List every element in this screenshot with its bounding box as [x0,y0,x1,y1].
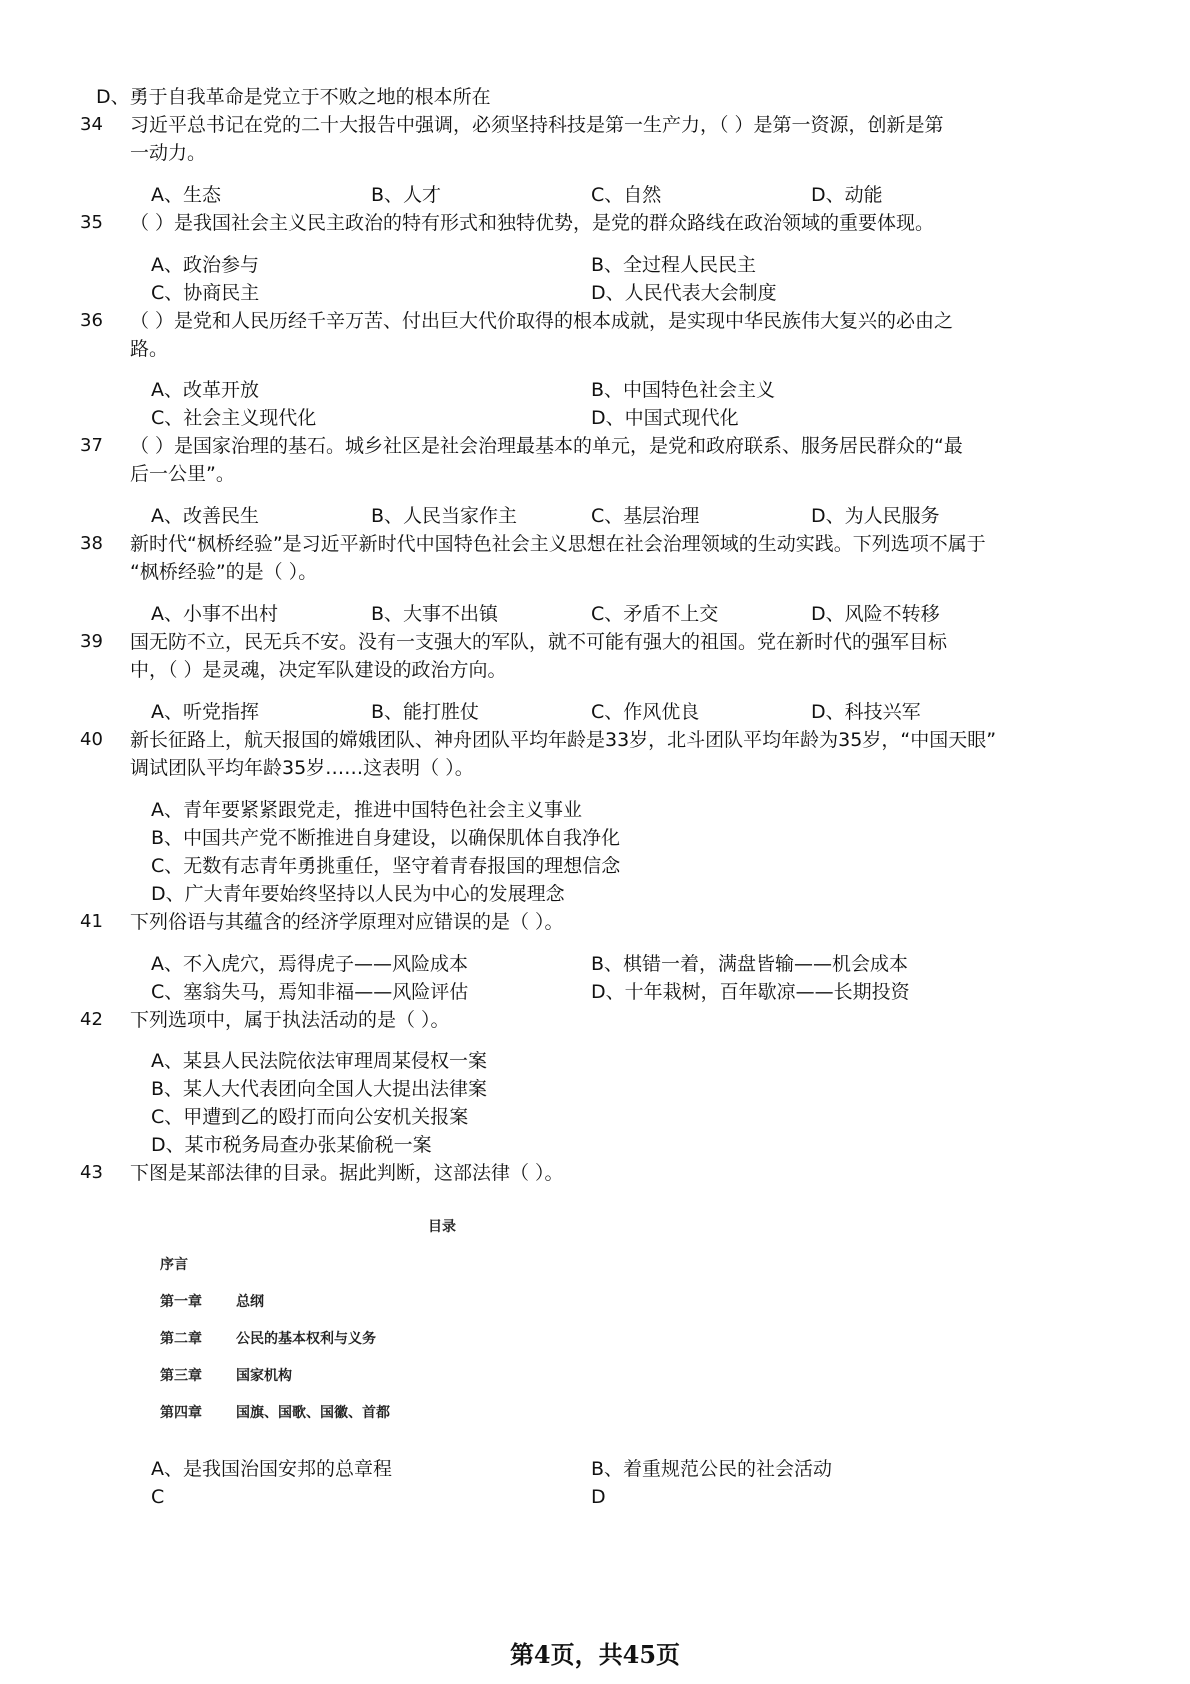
question-text: 新时代“枫桥经验”是习近平新时代中国特色社会主义思想在社会治理领域的生动实践。下列选项不属于 [130,533,986,555]
question-text: 下列俗语与其蕴含的经济学原理对应错误的是（ ）。 [130,911,564,933]
prev-question-option-d: D、勇于自我革命是党立于不败之地的根本所在 [96,86,491,108]
option-d[interactable]: D、十年栽树，百年歇凉——长期投资 [591,981,910,1003]
option-a[interactable]: A、青年要紧紧跟党走，推进中国特色社会主义事业 [151,799,582,821]
question-text: 下列选项中，属于执法活动的是（ ）。 [130,1009,450,1031]
question-text: 习近平总书记在党的二十大报告中强调，必须坚持科技是第一生产力，（ ）是第一资源，创新是第 [130,114,944,136]
question-text: 下图是某部法律的目录。据此判断，这部法律（ ）。 [130,1162,564,1184]
option-c[interactable]: C、协商民主 [151,282,260,304]
option-a[interactable]: A、改善民生 [151,505,259,527]
option-c[interactable]: C、自然 [591,184,662,206]
toc-chapter-label: 第二章 [160,1331,202,1347]
toc-chapter-name: 总纲 [236,1294,264,1310]
option-d[interactable]: D、某市税务局查办张某偷税一案 [151,1134,432,1156]
question-text: 后一公里”。 [130,463,235,485]
option-d[interactable]: D、风险不转移 [811,603,940,625]
question-number: 42 [80,1009,103,1030]
question-number: 43 [80,1162,103,1183]
option-d[interactable]: D、广大青年要始终坚持以人民为中心的发展理念 [151,883,565,905]
toc-chapter-label: 第三章 [160,1368,202,1384]
option-a[interactable]: A、生态 [151,184,221,206]
option-a[interactable]: A、某县人民法院依法审理周某侵权一案 [151,1050,487,1072]
option-d[interactable]: D、动能 [811,184,883,206]
option-b[interactable]: B、大事不出镇 [371,603,499,625]
option-c[interactable]: C、矛盾不上交 [591,603,719,625]
toc-chapter-name: 公民的基本权利与义务 [236,1331,376,1347]
option-d[interactable]: D、人民代表大会制度 [591,282,777,304]
page-footer: 第4页，共45页 [509,1640,681,1669]
option-a[interactable]: A、小事不出村 [151,603,278,625]
option-b[interactable]: B、人才 [371,184,442,206]
toc-chapter-label: 第四章 [160,1405,202,1421]
option-b[interactable]: B、人民当家作主 [371,505,518,527]
question-text: 中，（ ）是灵魂，决定军队建设的政治方向。 [130,659,507,681]
question-text: 路。 [130,338,169,360]
option-d[interactable]: D、中国式现代化 [591,407,739,429]
question-text: 调试团队平均年龄35岁……这表明（ ）。 [130,757,474,779]
option-a[interactable]: A、改革开放 [151,379,259,401]
option-b[interactable]: B、全过程人民民主 [591,254,757,276]
option-d[interactable]: D、科技兴军 [811,701,921,723]
question-number: 37 [80,435,103,456]
question-number: 34 [80,114,103,135]
option-b[interactable]: B、中国共产党不断推进自身建设，以确保肌体自我净化 [151,827,621,849]
option-a[interactable]: A、不入虎穴，焉得虎子——风险成本 [151,953,468,975]
toc-preface: 序言 [160,1257,188,1273]
option-b[interactable]: B、棋错一着，满盘皆输——机会成本 [591,953,909,975]
question-text: （ ）是我国社会主义民主政治的特有形式和独特优势，是党的群众路线在政治领域的重要体现。 [130,212,935,234]
option-b[interactable]: B、着重规范公民的社会活动 [591,1458,833,1480]
option-c[interactable]: C、塞翁失马，焉知非福——风险评估 [151,981,469,1003]
option-d[interactable]: D、为人民服务 [811,505,940,527]
toc-chapter-label: 第一章 [160,1294,202,1310]
toc-chapter-name: 国旗、国歌、国徽、首都 [236,1405,390,1421]
option-c[interactable]: C、无数有志青年勇挑重任，坚守着青春报国的理想信念 [151,855,621,877]
question-text: 国无防不立，民无兵不安。没有一支强大的军队，就不可能有强大的祖国。党在新时代的强军目标 [130,631,948,653]
option-c[interactable]: C [151,1486,165,1508]
option-a[interactable]: A、听党指挥 [151,701,259,723]
question-number: 36 [80,310,103,331]
option-c[interactable]: C、甲遭到乙的殴打而向公安机关报案 [151,1106,469,1128]
option-c[interactable]: C、作风优良 [591,701,700,723]
option-c[interactable]: C、基层治理 [591,505,700,527]
question-number: 41 [80,911,103,932]
option-b[interactable]: B、中国特色社会主义 [591,379,776,401]
toc-chapter-name: 国家机构 [236,1368,292,1384]
option-b[interactable]: B、能打胜仗 [371,701,480,723]
question-text: （ ）是国家治理的基石。城乡社区是社会治理最基本的单元，是党和政府联系、服务居民群众的“最 [130,435,963,457]
question-number: 39 [80,631,103,652]
option-c[interactable]: C、社会主义现代化 [151,407,317,429]
question-text: 新长征路上，航天报国的嫦娥团队、神舟团队平均年龄是33岁，北斗团队平均年龄为35岁，“中国天眼” [130,729,997,751]
question-number: 35 [80,212,103,233]
question-number: 38 [80,533,103,554]
toc-title: 目录 [428,1219,456,1235]
option-d[interactable]: D [591,1486,606,1508]
option-a[interactable]: A、是我国治国安邦的总章程 [151,1458,392,1480]
option-b[interactable]: B、某人大代表团向全国人大提出法律案 [151,1078,488,1100]
option-a[interactable]: A、政治参与 [151,254,259,276]
question-text: 一动力。 [130,142,207,164]
question-number: 40 [80,729,103,750]
question-text: “枫桥经验”的是（ ）。 [130,561,318,583]
question-text: （ ）是党和人民历经千辛万苦、付出巨大代价取得的根本成就，是实现中华民族伟大复兴的必由之 [130,310,954,332]
